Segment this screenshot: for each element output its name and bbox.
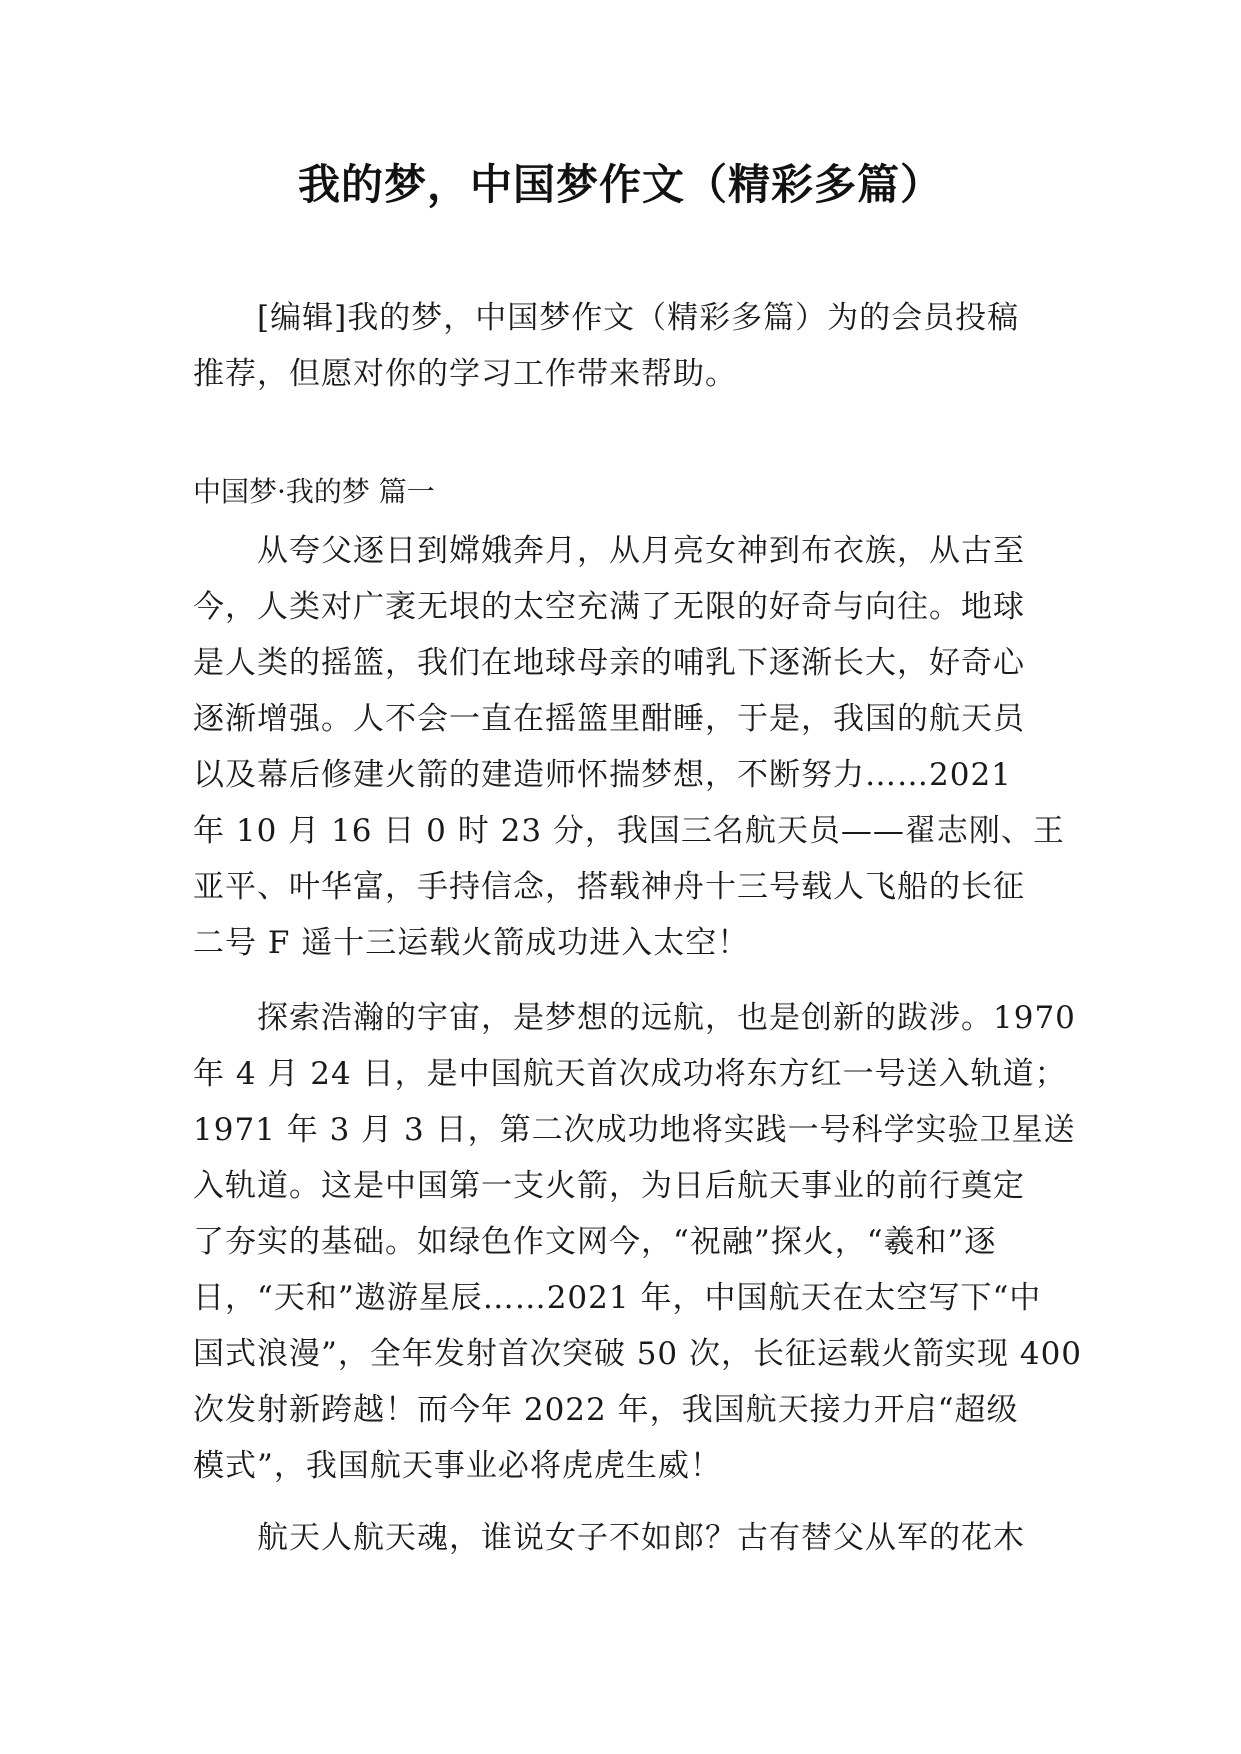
text-line: 年 4 月 24 日，是中国航天首次成功将东方红一号送入轨道； [193, 1056, 1067, 1092]
text-line: 年 10 月 16 日 0 时 23 分，我国三名航天员——翟志刚、王 [193, 813, 1065, 849]
text-line: 了夯实的基础。如绿色作文网今，“祝融”探火，“羲和”逐 [193, 1224, 997, 1260]
text-line: 今，人类对广袤无垠的太空充满了无限的好奇与向往。地球 [193, 589, 1025, 625]
paragraph-1 [193, 523, 1065, 971]
text-line: 航天人航天魂，谁说女子不如郎？古有替父从军的花木 [257, 1520, 1025, 1556]
text-line: 推荐，但愿对你的学习工作带来帮助。 [193, 356, 737, 392]
text-line: 探索浩瀚的宇宙，是梦想的远航，也是创新的跋涉。1970 [257, 1000, 1076, 1036]
paragraph-3 [193, 1510, 1053, 1566]
section-heading: 中国梦·我的梦 篇一 [193, 475, 435, 508]
text-line: 次发射新跨越！而今年 2022 年，我国航天接力开启“超级 [193, 1392, 1019, 1428]
text-line: 二号 F 遥十三运载火箭成功进入太空！ [193, 925, 750, 961]
document-title: 我的梦，中国梦作文（精彩多篇） [297, 160, 943, 209]
text-line: [编辑]我的梦，中国梦作文（精彩多篇）为的会员投稿 [257, 300, 1020, 336]
paragraph-2 [193, 990, 1083, 1494]
text-line: 以及幕后修建火箭的建造师怀揣梦想，不断努力……2021 [193, 757, 1012, 793]
text-line: 国式浪漫”，全年发射首次突破 50 次，长征运载火箭实现 400 [193, 1336, 1083, 1372]
text-line: 1971 年 3 月 3 日，第二次成功地将实践一号科学实验卫星送 [193, 1112, 1076, 1148]
text-line: 日，“天和”遨游星辰……2021 年，中国航天在太空写下“中 [193, 1280, 1042, 1316]
text-line: 从夸父逐日到嫦娥奔月，从月亮女神到布衣族，从古至 [257, 533, 1025, 569]
text-line: 亚平、叶华富，手持信念，搭载神舟十三号载人飞船的长征 [193, 869, 1025, 905]
text-line: 逐渐增强。人不会一直在摇篮里酣睡，于是，我国的航天员 [193, 701, 1025, 737]
text-line: 是人类的摇篮，我们在地球母亲的哺乳下逐渐长大，好奇心 [193, 645, 1025, 681]
text-line: 入轨道。这是中国第一支火箭，为日后航天事业的前行奠定 [193, 1168, 1025, 1204]
text-line: 模式”，我国航天事业必将虎虎生威！ [193, 1448, 722, 1484]
intro-paragraph [193, 290, 1053, 402]
